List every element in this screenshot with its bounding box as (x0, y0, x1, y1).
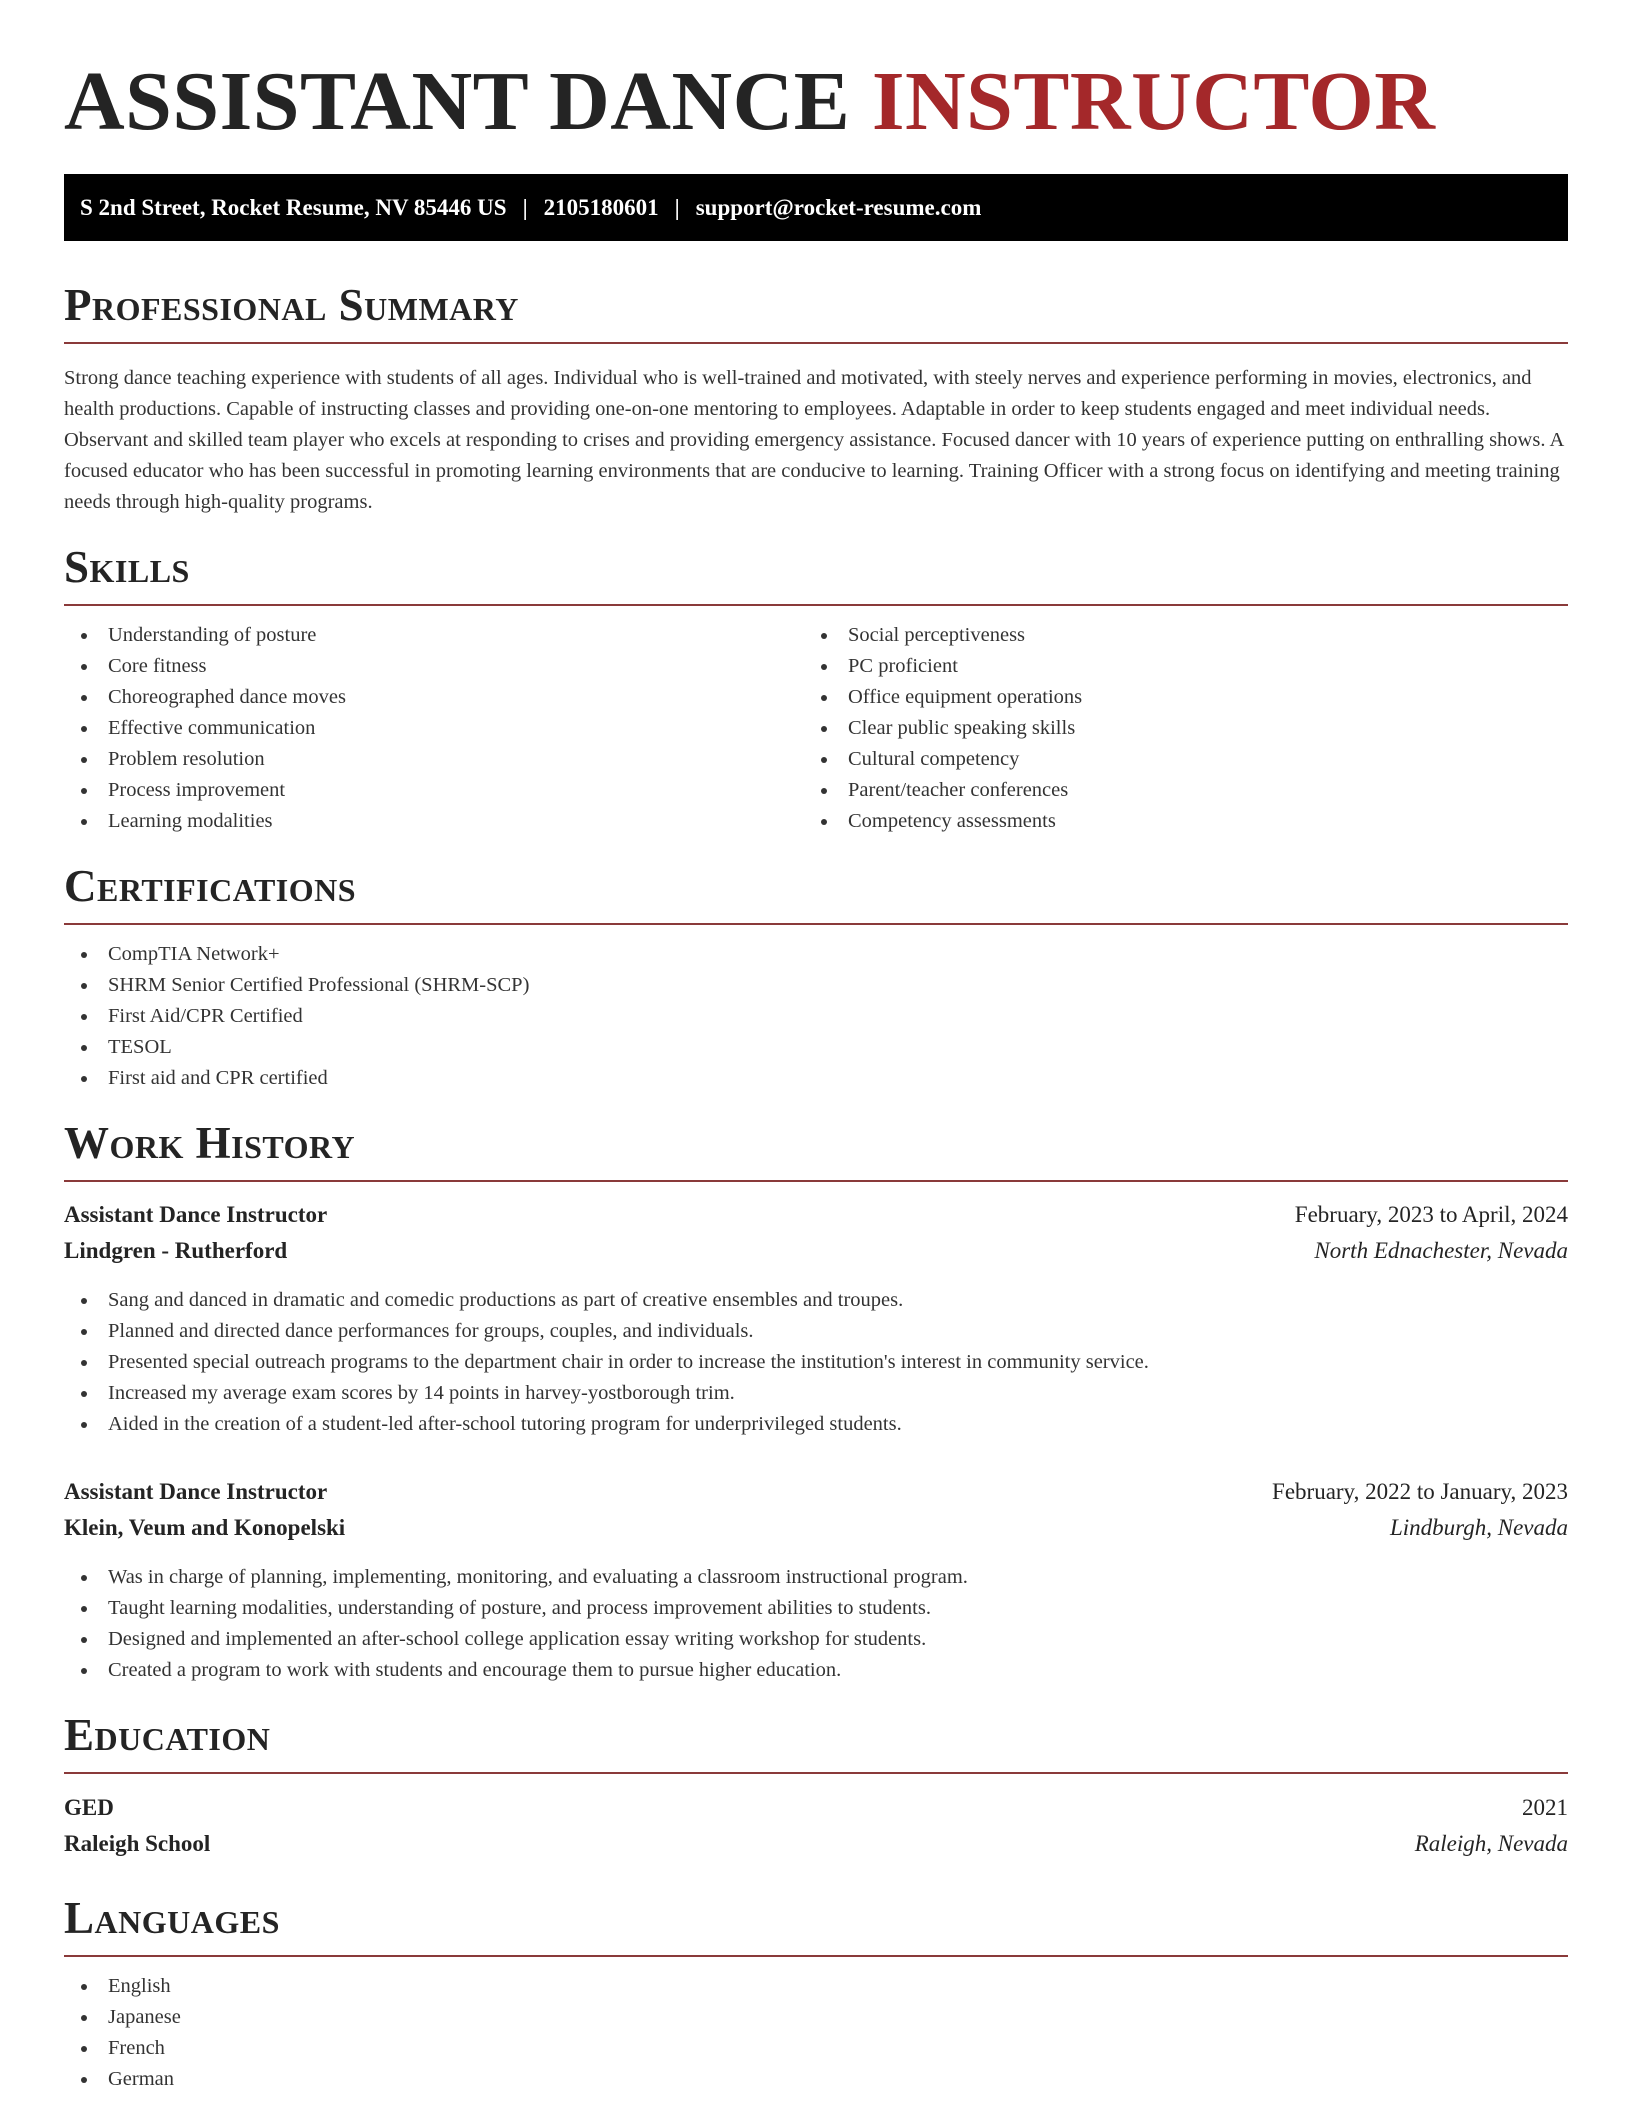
skill-item: Competency assessments (804, 806, 1544, 837)
skill-item: Social perceptiveness (804, 620, 1544, 651)
skill-item: Office equipment operations (804, 682, 1544, 713)
skill-item: Core fitness (64, 651, 804, 682)
section-heading-summary: Professional Summary (64, 280, 519, 330)
certification-item: First aid and CPR certified (64, 1063, 1568, 1094)
title-main: ASSISTANT DANCE (64, 55, 872, 148)
languages-list (64, 1971, 1568, 2095)
job-duty-item: Taught learning modalities, understanding of posture, and process improvement abilities to students. (64, 1593, 1568, 1624)
job-duty-item: Increased my average exam scores by 14 points in harvey-yostborough trim. (64, 1378, 1568, 1409)
skill-item: Clear public speaking skills (804, 713, 1544, 744)
job-duty-item: Planned and directed dance performances for groups, couples, and individuals. (64, 1316, 1568, 1347)
job-duty-item: Designed and implemented an after-school college application essay writing workshop for students. (64, 1624, 1568, 1655)
section-heading-certifications: Certifications (64, 861, 357, 911)
contact-separator: | (522, 194, 528, 220)
certification-item: CompTIA Network+ (64, 939, 1568, 970)
skill-item: PC proficient (804, 651, 1544, 682)
section-heading-skills: Skills (64, 542, 190, 592)
job-company-row (64, 1510, 1568, 1546)
job-duties-list (64, 1285, 1568, 1440)
skill-item: Effective communication (64, 713, 804, 744)
section-divider (64, 1955, 1568, 1957)
certification-item: SHRM Senior Certified Professional (SHRM-SCP) (64, 970, 1568, 1001)
contact-phone[interactable]: 2105180601 (543, 194, 659, 220)
job-dates: February, 2022 to January, 2023 (1272, 1479, 1568, 1504)
skills-section (64, 542, 1568, 837)
contact-address: S 2nd Street, Rocket Resume, NV 85446 US (80, 194, 507, 220)
contact-bar (64, 174, 1568, 241)
skills-grid (64, 606, 1568, 837)
language-item: English (64, 1971, 1568, 2002)
section-heading-languages: Languages (64, 1893, 280, 1943)
job-duty-item: Was in charge of planning, implementing, monitoring, and evaluating a classroom instructional program. (64, 1562, 1568, 1593)
certification-item: First Aid/CPR Certified (64, 1001, 1568, 1032)
work-history-section (64, 1118, 1568, 1686)
education-entry (64, 1790, 1568, 1862)
summary-section (64, 280, 1568, 518)
job-company-row (64, 1233, 1568, 1269)
language-item: German (64, 2064, 1568, 2095)
certification-item: TESOL (64, 1032, 1568, 1063)
skill-item: Learning modalities (64, 806, 804, 837)
section-heading-work-history: Work History (64, 1118, 356, 1168)
summary-text: Strong dance teaching experience with students of all ages. Individual who is well-trained and motivated, with steely nerves and experience performing in movies, electronics, and health productions. Capable of instructing classes and providing one-on-one mentoring to employees. Adaptable in order to keep students engaged and meet individual needs. Observant and skilled team player who excels at responding to crises and providing emergency assistance. Focused dancer with 10 years of experience putting on enthralling shows. A focused educator who has been successful in promoting learning environments that are conducive to learning. Training Officer with a strong focus on identifying and meeting training needs through high-quality programs. (64, 367, 1564, 513)
job-company: Lindgren - Rutherford (64, 1238, 288, 1263)
section-divider (64, 342, 1568, 344)
job-dates: February, 2023 to April, 2024 (1294, 1202, 1568, 1227)
skill-item: Choreographed dance moves (64, 682, 804, 713)
skill-item: Cultural competency (804, 744, 1544, 775)
education-year: 2021 (1522, 1795, 1568, 1820)
job-company: Klein, Veum and Konopelski (64, 1515, 346, 1540)
job-duty-item: Created a program to work with students and encourage them to pursue higher education. (64, 1655, 1568, 1686)
skill-item: Problem resolution (64, 744, 804, 775)
job-title: Assistant Dance Instructor (64, 1202, 328, 1227)
job-title-row (64, 1197, 1568, 1233)
title-accent: INSTRUCTOR (871, 55, 1436, 148)
job-location: North Ednachester, Nevada (1314, 1238, 1568, 1263)
job-duty-item: Aided in the creation of a student-led after-school tutoring program for underprivileged students. (64, 1409, 1568, 1440)
job-location: Lindburgh, Nevada (1389, 1515, 1568, 1540)
education-degree: GED (64, 1795, 114, 1820)
job-duty-item: Presented special outreach programs to the department chair in order to increase the institution's interest in community service. (64, 1347, 1568, 1378)
skills-list-left (64, 620, 804, 837)
skill-item: Process improvement (64, 775, 804, 806)
certifications-section (64, 861, 1568, 1094)
section-divider (64, 1772, 1568, 1774)
job-title: Assistant Dance Instructor (64, 1479, 328, 1504)
section-divider (64, 1180, 1568, 1182)
certifications-list (64, 939, 1568, 1094)
skill-item: Understanding of posture (64, 620, 804, 651)
language-item: French (64, 2033, 1568, 2064)
contact-separator: | (674, 194, 680, 220)
language-item: Japanese (64, 2002, 1568, 2033)
section-divider (64, 923, 1568, 925)
job-duties-list (64, 1562, 1568, 1686)
section-heading-education: Education (64, 1710, 271, 1760)
job-title-row (64, 1474, 1568, 1510)
education-school-row (64, 1826, 1568, 1862)
education-location: Raleigh, Nevada (1414, 1831, 1568, 1856)
education-degree-row (64, 1790, 1568, 1826)
skills-list-right (804, 620, 1544, 837)
contact-email[interactable]: support@rocket-resume.com (695, 194, 982, 220)
education-school: Raleigh School (64, 1831, 211, 1856)
education-section (64, 1710, 1568, 1862)
resume-title (64, 55, 1568, 148)
job-duty-item: Sang and danced in dramatic and comedic productions as part of creative ensembles and troupes. (64, 1285, 1568, 1316)
languages-section (64, 1893, 1568, 2095)
skill-item: Parent/teacher conferences (804, 775, 1544, 806)
job-entry (64, 1197, 1568, 1440)
job-entry (64, 1474, 1568, 1686)
